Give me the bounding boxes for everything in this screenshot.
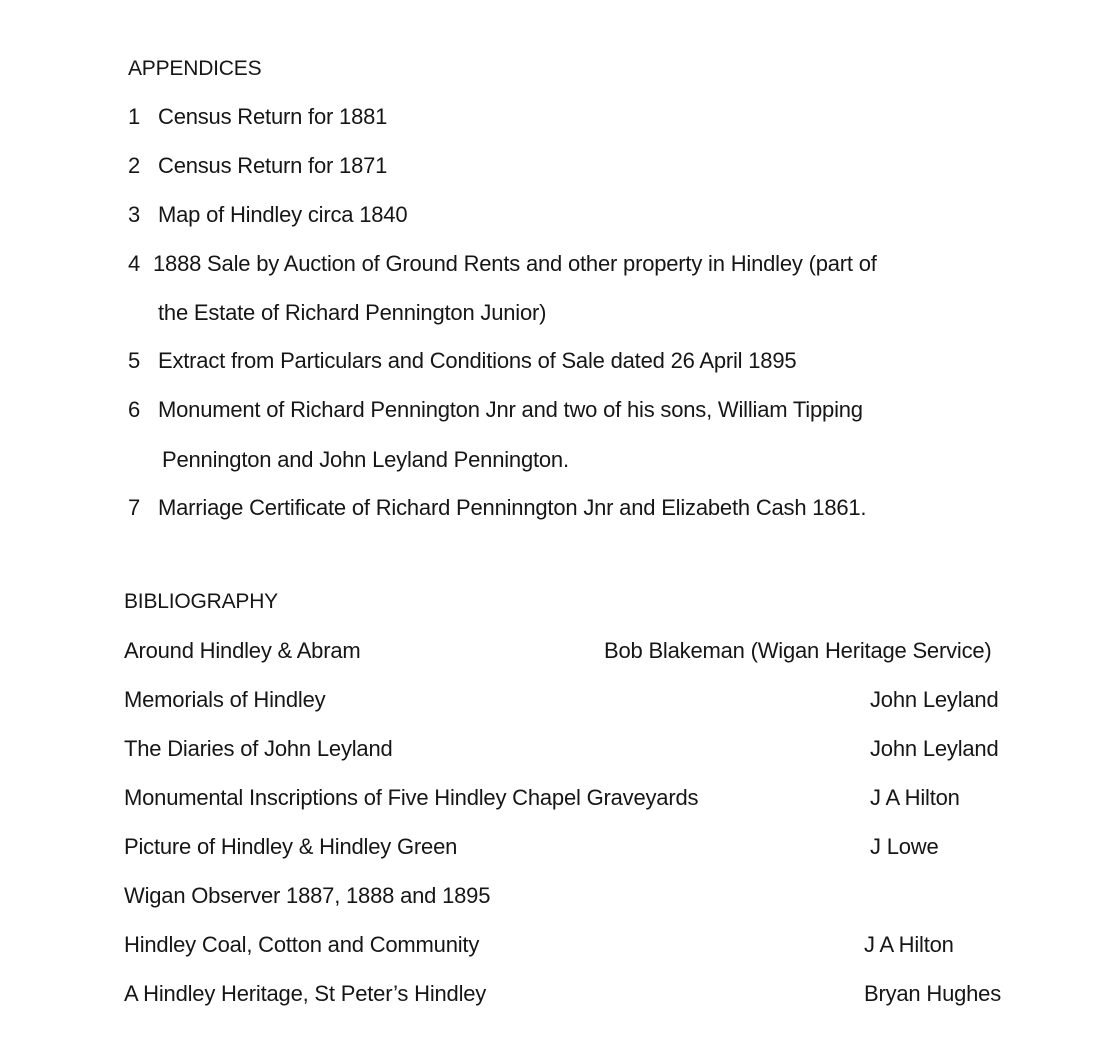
bibliography-title: The Diaries of John Leyland [124, 736, 393, 761]
appendix-number: 3 [128, 202, 141, 227]
appendix-number: 1 [128, 104, 141, 129]
appendix-text: Monument of Richard Pennington Jnr and two of his sons, William Tipping [158, 397, 863, 422]
bibliography-title: Around Hindley & Abram [124, 638, 361, 663]
appendix-text: Map of Hindley circa 1840 [158, 202, 408, 227]
bibliography-author: J A Hilton [870, 785, 960, 810]
appendix-item-4-continuation: the Estate of Richard Pennington Junior) [158, 300, 547, 325]
bibliography-author: J A Hilton [864, 932, 954, 957]
appendix-text: Census Return for 1881 [158, 104, 388, 129]
bibliography-author: John Leyland [870, 687, 999, 712]
appendices-heading: APPENDICES [128, 57, 262, 80]
appendix-number: 4 [128, 251, 141, 276]
appendix-item-4 [128, 250, 877, 278]
appendix-number: 6 [128, 397, 141, 422]
appendix-number: 7 [128, 495, 141, 520]
appendix-text: Extract from Particulars and Conditions of Sale dated 26 April 1895 [158, 348, 797, 373]
bibliography-title: Memorials of Hindley [124, 687, 326, 712]
appendix-text: 1888 Sale by Auction of Ground Rents and other property in Hindley (part of [153, 251, 877, 276]
appendix-item-6-continuation: Pennington and John Leyland Pennington. [162, 447, 569, 472]
appendix-item-6 [128, 396, 863, 424]
appendix-item-1 [128, 103, 387, 131]
appendix-number: 5 [128, 348, 141, 373]
appendix-item-2 [128, 152, 387, 180]
bibliography-title: Picture of Hindley & Hindley Green [124, 834, 458, 859]
appendix-item-3 [128, 201, 407, 229]
bibliography-heading: BIBLIOGRAPHY [124, 590, 278, 613]
bibliography-author: John Leyland [870, 736, 999, 761]
bibliography-title: Wigan Observer 1887, 1888 and 1895 [124, 883, 491, 908]
appendix-number: 2 [128, 153, 141, 178]
bibliography-author: Bob Blakeman (Wigan Heritage Service) [604, 638, 992, 663]
appendix-item-5 [128, 347, 796, 375]
bibliography-title: Hindley Coal, Cotton and Community [124, 932, 480, 957]
bibliography-author: J Lowe [870, 834, 939, 859]
bibliography-author: Bryan Hughes [864, 981, 1002, 1006]
bibliography-title: Monumental Inscriptions of Five Hindley Chapel Graveyards [124, 785, 699, 810]
bibliography-title: A Hindley Heritage, St Peter’s Hindley [124, 981, 487, 1006]
appendix-item-7 [128, 494, 866, 522]
appendix-text: Census Return for 1871 [158, 153, 388, 178]
appendix-text: Marriage Certificate of Richard Penninngton Jnr and Elizabeth Cash 1861. [158, 495, 867, 520]
